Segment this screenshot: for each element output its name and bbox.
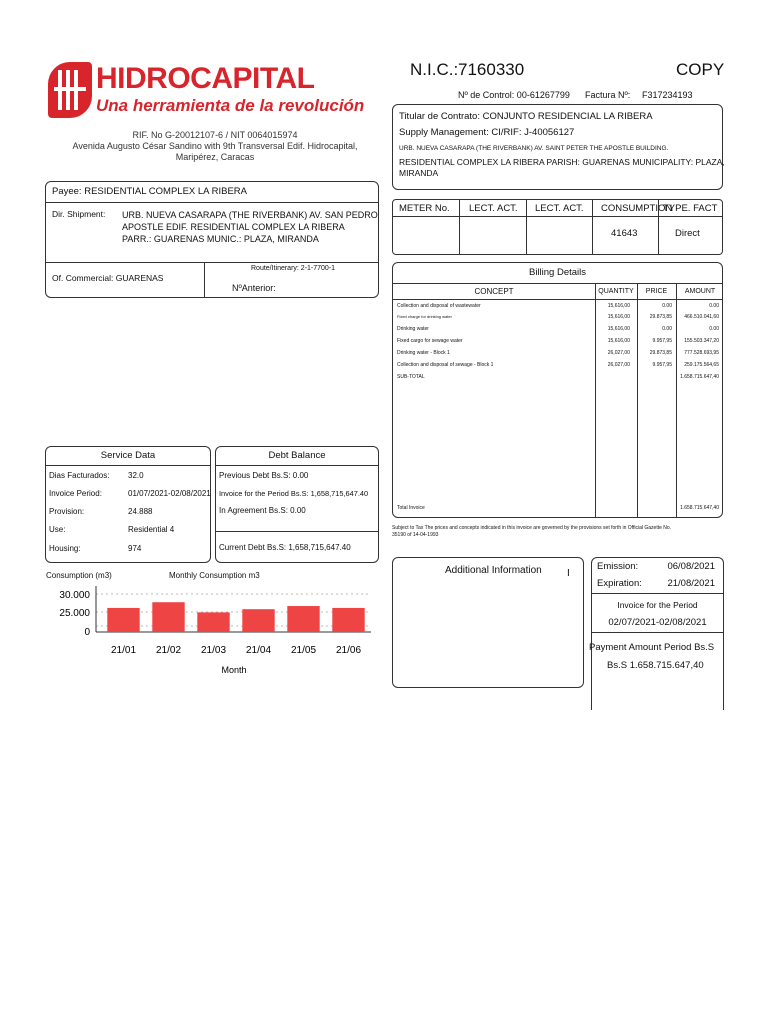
payment-amount-label: Payment Amount Period Bs.S	[589, 642, 715, 653]
service-label-period: Invoice Period:	[49, 489, 102, 498]
row-amount: 777.528.693,95	[684, 350, 719, 356]
billing-header-amount: AMOUNT	[684, 288, 716, 295]
total-invoice-value: 1.658.715.647,40	[680, 505, 719, 511]
x-tick-label: 21/02	[155, 645, 182, 656]
service-data	[45, 446, 211, 563]
nic-label: N.I.C.:	[410, 60, 459, 79]
contract-titular: Titular de Contrato: CONJUNTO RESIDENCIAL LA RIBERA	[399, 111, 653, 122]
debt-previous: Previous Debt Bs.S: 0.00	[219, 471, 309, 480]
row-price: 0.00	[662, 303, 672, 309]
row-concept: Collection and disposal of sewage - Block 1	[397, 362, 494, 368]
row-amount: 259.175.564,65	[684, 362, 719, 368]
tax-note-1: Subject to Tax The prices and concepts indicated in this invoice are governed by the provisions set forth in Official Gazette No.	[392, 525, 672, 531]
dir-line-2: APOSTLE EDIF. RESIDENTIAL COMPLEX LA RIBERA	[122, 222, 345, 232]
divider	[204, 262, 205, 297]
route-itinerary: Route/Itinerary: 2-1-7700-1	[251, 265, 336, 272]
expiration-value: 21/08/2021	[667, 578, 715, 589]
row-qty: 26,027,00	[607, 350, 630, 356]
copy-label: COPY	[676, 60, 725, 79]
brand-name: HIDROCAPITAL	[96, 62, 315, 95]
nic-value: 7160330	[458, 60, 525, 79]
divider	[592, 632, 723, 633]
row-amount: 1.658.715.647,40	[680, 374, 719, 380]
billing-header-price: PRICE	[645, 288, 668, 295]
divider	[459, 200, 460, 254]
y-tick-label: 30.000	[59, 590, 90, 601]
row-qty: 15,616,00	[607, 314, 630, 320]
service-label-housing: Housing:	[49, 544, 81, 553]
service-label-days: Dias Facturados:	[49, 471, 110, 480]
x-tick-label: 21/06	[335, 645, 362, 656]
table-row	[393, 303, 722, 313]
emission-label: Emission:	[597, 561, 639, 572]
divider	[46, 202, 378, 203]
row-qty: 26,027,00	[607, 362, 630, 368]
additional-info-mark: I	[567, 568, 570, 579]
meter-header-type: TYPE. FACT	[663, 203, 718, 214]
row-amount: 0.00	[709, 303, 719, 309]
billing-header-concept: CONCEPT	[474, 287, 514, 296]
invoice-period-value: 02/07/2021-02/08/2021	[608, 617, 707, 628]
dir-shipment	[122, 209, 378, 245]
divider	[393, 216, 722, 217]
y-tick-label: 25.000	[59, 608, 90, 619]
factura-label: Factura Nº:	[585, 90, 631, 100]
payment-amount-value: Bs.S 1.658.715.647,40	[607, 660, 704, 671]
divider	[592, 200, 593, 254]
chart-title: Monthly Consumption m3	[169, 571, 260, 580]
row-concept: Collection and disposal of wastewater	[397, 303, 481, 309]
consumption-bar	[107, 608, 139, 632]
contract-address-small: URB. NUEVA CASARAPA (THE RIVERBANK) AV. SAINT PETER THE APOSTLE BUILDING.	[399, 145, 669, 152]
numero-anterior: NºAnterior:	[232, 283, 276, 293]
chart-xlabel: Month	[221, 665, 247, 675]
divider	[46, 262, 378, 263]
tax-note	[392, 525, 723, 539]
payee-box	[45, 181, 379, 298]
meter-header-lect-2: LECT. ACT.	[535, 203, 584, 214]
row-price: 29.873,85	[649, 314, 672, 320]
debt-balance	[215, 446, 379, 563]
company-address-2: Maripérez, Caracas	[175, 152, 255, 162]
row-qty: 15,616,00	[607, 326, 630, 332]
tax-note-2: 35190 of 14-04-1993	[392, 532, 439, 538]
meter-header-consumption: CONSUMPTION	[601, 203, 673, 214]
service-value-use: Residential 4	[128, 525, 175, 534]
consumption-chart	[46, 582, 380, 707]
row-price: 29.873,85	[649, 350, 672, 356]
contract-box	[392, 104, 723, 190]
meter-header-lect-1: LECT. ACT.	[469, 203, 518, 214]
x-tick-label: 21/05	[290, 645, 317, 656]
table-row	[393, 362, 722, 372]
x-tick-label: 21/01	[110, 645, 137, 656]
emission-box	[591, 557, 724, 710]
row-price: 9.957,95	[652, 362, 672, 368]
consumption-bar	[287, 606, 319, 632]
meter-consumption-value: 41643	[611, 228, 638, 239]
debt-agreement: In Agreement Bs.S: 0.00	[219, 506, 306, 515]
dir-line-3: PARR.: GUARENAS MUNIC.: PLAZA, MIRANDA	[122, 234, 319, 244]
table-row	[393, 314, 722, 324]
service-value-provision: 24.888	[128, 507, 153, 516]
chart-ylabel: Consumption (m3)	[46, 571, 112, 580]
table-row	[393, 338, 722, 348]
company-rif: RIF. No G-20012107-6 / NIT 0064015974	[132, 130, 298, 140]
row-concept: Drinking water	[397, 326, 429, 332]
brand-tagline: Una herramienta de la revolución	[96, 96, 365, 115]
control-number: Nº de Control: 00-61267799	[458, 90, 570, 100]
table-row-subtotal	[393, 374, 722, 384]
emission-value: 06/08/2021	[667, 561, 715, 572]
bars-group	[107, 602, 364, 656]
consumption-bar	[197, 612, 229, 632]
consumption-bar	[152, 602, 184, 632]
factura-value: F317234193	[642, 90, 693, 100]
x-tick-label: 21/04	[245, 645, 272, 656]
consumption-bar	[242, 609, 274, 632]
service-value-days: 32.0	[128, 471, 144, 480]
hidrocapital-logo-icon	[48, 62, 92, 118]
divider	[216, 531, 378, 532]
commercial-office: Of. Commercial: GUARENAS	[52, 273, 164, 283]
debt-balance-title: Debt Balance	[268, 450, 326, 461]
divider	[393, 283, 722, 284]
row-concept: Fixed cargo for sewage water	[397, 338, 463, 344]
divider	[393, 299, 722, 300]
service-value-period: 01/07/2021-02/08/2021	[128, 489, 211, 498]
row-price: 0.00	[662, 326, 672, 332]
payee-name: Payee: RESIDENTIAL COMPLEX LA RIBERA	[52, 186, 247, 197]
row-amount: 466.510.041,60	[684, 314, 719, 320]
billing-title: Billing Details	[528, 267, 587, 278]
row-concept: SUB-TOTAL	[397, 374, 425, 380]
meter-table	[392, 199, 723, 255]
divider	[526, 200, 527, 254]
row-price: 9.957,95	[652, 338, 672, 344]
row-qty: 15,616,00	[607, 303, 630, 309]
expiration-label: Expiration:	[597, 578, 642, 589]
dir-line-1: URB. NUEVA CASARAPA (THE RIVERBANK) AV. SAN PEDRO	[122, 210, 378, 220]
additional-info-title: Additional Information	[445, 565, 542, 576]
row-amount: 0.00	[709, 326, 719, 332]
billing-details	[392, 262, 723, 518]
meter-header-number: METER No.	[399, 203, 450, 214]
row-qty: 15,616,00	[607, 338, 630, 344]
total-invoice-label: Total Invoice	[397, 505, 425, 511]
debt-invoice-period: Invoice for the Period Bs.S: 1,658,715,647.40	[219, 489, 369, 498]
additional-information	[392, 557, 584, 688]
service-value-housing: 974	[128, 544, 142, 553]
row-amount: 155.503.347,20	[684, 338, 719, 344]
row-concept: Drinking water - Block 1	[397, 350, 450, 356]
table-row	[393, 326, 722, 336]
billing-header-quantity: QUANTITY	[598, 288, 634, 295]
x-tick-label: 21/03	[200, 645, 227, 656]
company-address-1: Avenida Augusto César Sandino with 9th Transversal Edif. Hidrocapital,	[72, 141, 358, 151]
table-row	[393, 350, 722, 360]
service-label-provision: Provision:	[49, 507, 85, 516]
contract-supply: Supply Management: CI/RIF: J-40056127	[399, 127, 575, 138]
debt-current: Current Debt Bs.S: 1,658,715,647.40	[219, 543, 351, 552]
y-tick-label: 0	[84, 627, 90, 638]
contract-address-1: RESIDENTIAL COMPLEX LA RIBERA PARISH: GUARENAS MUNICIPALITY: PLAZA,	[399, 157, 725, 167]
divider	[592, 593, 723, 594]
invoice-period-label: Invoice for the Period	[617, 600, 698, 610]
contract-address-2: MIRANDA	[399, 168, 439, 178]
company-info	[50, 130, 380, 163]
meter-type-value: Direct	[675, 228, 700, 239]
service-data-title: Service Data	[100, 450, 156, 461]
row-concept: Fixed charge for drinking water	[397, 314, 452, 319]
dir-shipment-label: Dir. Shipment:	[52, 209, 106, 219]
service-label-use: Use:	[49, 525, 66, 534]
consumption-bar	[332, 608, 364, 632]
divider	[46, 465, 210, 466]
divider	[216, 465, 378, 466]
